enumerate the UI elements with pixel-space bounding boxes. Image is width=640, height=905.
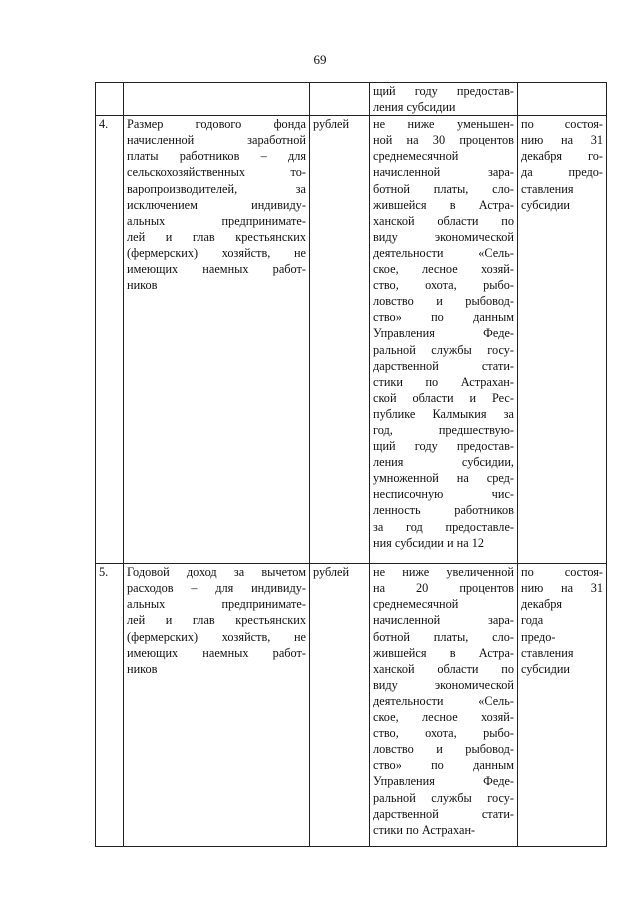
date-line: по состоя- xyxy=(521,565,603,580)
indicator-name-line: лей и глав крестьянских xyxy=(127,613,306,628)
value-line: ханской области по xyxy=(373,661,514,676)
indicator-name-line: Годовой доход за вычетом xyxy=(127,565,306,580)
value-line: ское, лесное хозяй- xyxy=(373,262,514,277)
value-line: ловство и рыбовод- xyxy=(373,742,514,757)
indicator-name-line: начисленной заработной xyxy=(127,133,306,148)
row-number-cell: 5. xyxy=(96,564,124,847)
value-line: деятельности «Сель- xyxy=(373,245,514,260)
value-line: ской области и Рес- xyxy=(373,390,514,405)
value-line: щий году предостав- xyxy=(373,84,514,98)
value-line: ство, охота, рыбо- xyxy=(373,726,514,741)
date-line: субсидии xyxy=(521,197,570,212)
indicator-name-cell xyxy=(124,83,310,116)
date-line: по состоя- xyxy=(521,117,603,132)
value-line: ральной службы госу- xyxy=(373,342,514,357)
date-line: года xyxy=(521,613,544,628)
value-line: виду экономической xyxy=(373,229,514,244)
value-line: дарственной стати- xyxy=(373,806,514,821)
value-line: публике Калмыкия за xyxy=(373,406,514,421)
value-line: не ниже увеличенной xyxy=(373,565,514,580)
value-line: виду экономической xyxy=(373,677,514,692)
indicator-name-line: имеющих наемных работ- xyxy=(127,645,306,660)
indicator-name-line: имеющих наемных работ- xyxy=(127,262,306,277)
indicator-name-cell xyxy=(124,564,310,847)
table-row xyxy=(96,116,607,564)
value-line: щий году предостав- xyxy=(373,439,514,454)
value-line: ство, охота, рыбо- xyxy=(373,278,514,293)
value-line: стики по Астрахан- xyxy=(373,374,514,389)
date-line: предо- xyxy=(521,629,556,644)
row-number-cell: 4. xyxy=(96,116,124,564)
value-line: ральной службы госу- xyxy=(373,790,514,805)
indicator-name-line: Размер годового фонда xyxy=(127,117,306,132)
indicator-name-line: лей и глав крестьянских xyxy=(127,229,306,244)
value-line: ство» по данным xyxy=(373,310,514,325)
value-line: ство» по данным xyxy=(373,758,514,773)
value-line: ботной платы, сло- xyxy=(373,181,514,196)
indicator-name-line: (фермерских) хозяйств, не xyxy=(127,629,306,644)
value-cell xyxy=(370,83,518,116)
indicator-name-line: альных предпринимате- xyxy=(127,213,306,228)
subsidy-criteria-table xyxy=(95,82,607,847)
unit-cell xyxy=(310,83,370,116)
indicator-name-line: ников xyxy=(127,278,158,293)
date-line: ставления xyxy=(521,645,574,660)
value-line: Управления Феде- xyxy=(373,774,514,789)
value-line: дарственной стати- xyxy=(373,358,514,373)
date-cell xyxy=(518,564,607,847)
date-line: декабря xyxy=(521,597,563,612)
value-line: ния субсидии и на 12 xyxy=(373,535,485,550)
date-cell xyxy=(518,83,607,116)
value-line: деятельности «Сель- xyxy=(373,693,514,708)
value-line: ленность работников xyxy=(373,503,514,518)
value-line: среднемесячной xyxy=(373,597,459,612)
table-row xyxy=(96,83,607,116)
value-line: среднемесячной xyxy=(373,149,459,164)
table-row xyxy=(96,564,607,847)
value-line: несписочную чис- xyxy=(373,487,514,502)
date-line: субсидии xyxy=(521,661,570,676)
indicator-name-line: ников xyxy=(127,661,158,676)
date-line: да предо- xyxy=(521,165,603,180)
indicator-name-line: альных предпринимате- xyxy=(127,597,306,612)
value-line: ботной платы, сло- xyxy=(373,629,514,644)
value-line: не ниже уменьшен- xyxy=(373,117,514,132)
value-line: ной на 30 процентов xyxy=(373,133,514,148)
indicator-name-line: (фермерских) хозяйств, не xyxy=(127,245,306,260)
indicator-name-line: расходов – для индивиду- xyxy=(127,581,306,596)
indicator-name-line: сельскохозяйственных то- xyxy=(127,165,306,180)
unit-cell: рублей xyxy=(310,564,370,847)
indicator-name-line: исключением индивиду- xyxy=(127,197,306,212)
date-line: ставления xyxy=(521,181,574,196)
value-cell xyxy=(370,116,518,564)
value-line: начисленной зара- xyxy=(373,613,514,628)
indicator-name-cell xyxy=(124,116,310,564)
value-line: начисленной зара- xyxy=(373,165,514,180)
value-line: на 20 процентов xyxy=(373,581,514,596)
value-line: умноженной на сред- xyxy=(373,471,514,486)
value-line: ления субсидии, xyxy=(373,455,514,470)
value-line: год, предшествую- xyxy=(373,422,514,437)
date-line: нию на 31 xyxy=(521,133,603,148)
value-line: за год предоставле- xyxy=(373,519,514,534)
value-line: ловство и рыбовод- xyxy=(373,294,514,309)
date-line: декабря го- xyxy=(521,149,603,164)
value-line: Управления Феде- xyxy=(373,326,514,341)
value-line: ское, лесное хозяй- xyxy=(373,710,514,725)
value-line: жившейся в Астра- xyxy=(373,645,514,660)
value-line: стики по Астрахан- xyxy=(373,822,476,837)
indicator-name-line: варопроизводителей, за xyxy=(127,181,306,196)
date-cell xyxy=(518,116,607,564)
value-line: ления субсидии xyxy=(373,100,456,115)
value-cell xyxy=(370,564,518,847)
unit-cell: рублей xyxy=(310,116,370,564)
date-line: нию на 31 xyxy=(521,581,603,596)
indicator-name-line: платы работников – для xyxy=(127,149,306,164)
value-line: жившейся в Астра- xyxy=(373,197,514,212)
value-line: ханской области по xyxy=(373,213,514,228)
row-number-cell xyxy=(96,83,124,116)
page-number: 69 xyxy=(313,52,327,67)
